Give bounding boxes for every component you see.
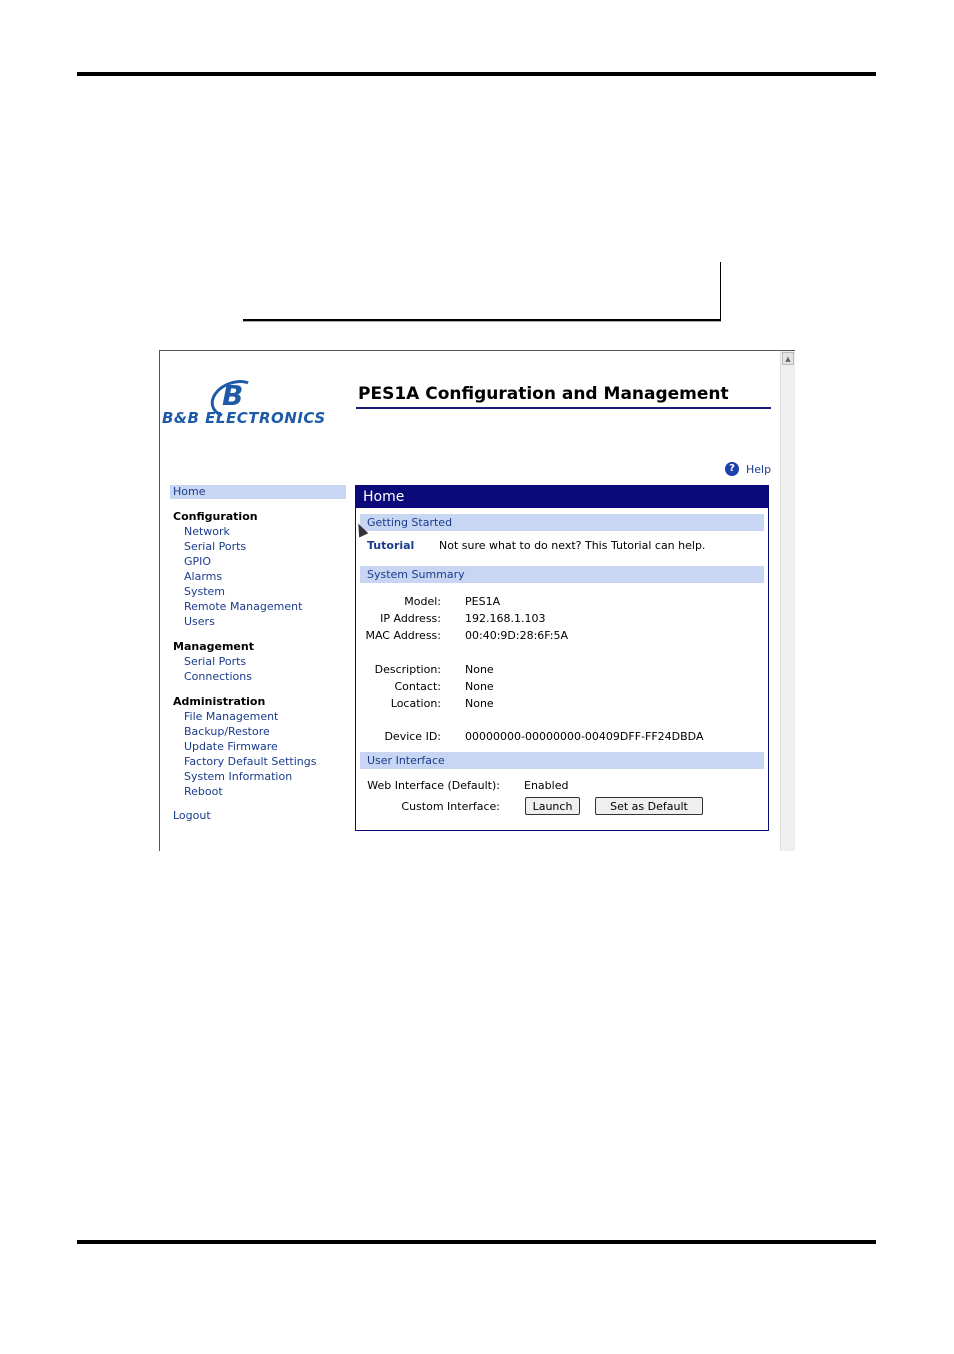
sidebar-nav bbox=[170, 485, 346, 823]
logo-letter: B bbox=[222, 379, 244, 412]
ip-label: IP Address: bbox=[380, 612, 441, 625]
nav-heading-management: Management bbox=[173, 640, 254, 653]
summary-row-contact bbox=[356, 678, 768, 695]
company-logo bbox=[162, 379, 358, 429]
model-value: PES1A bbox=[465, 595, 501, 608]
page-title: PES1A Configuration and Management bbox=[358, 384, 729, 404]
bottom-rule bbox=[77, 1240, 876, 1244]
nav-item-logout[interactable]: Logout bbox=[173, 809, 211, 822]
nav-item-serial-ports-config[interactable]: Serial Ports bbox=[184, 540, 247, 553]
web-interface-label: Web Interface (Default): bbox=[367, 779, 500, 792]
nav-item-users[interactable]: Users bbox=[184, 615, 215, 628]
mac-value: 00:40:9D:28:6F:5A bbox=[465, 629, 568, 642]
contact-value: None bbox=[465, 680, 494, 693]
summary-row-mac bbox=[356, 627, 768, 644]
device-id-label: Device ID: bbox=[384, 730, 441, 743]
nav-item-alarms[interactable]: Alarms bbox=[184, 570, 223, 583]
nav-item-remote-management[interactable]: Remote Management bbox=[184, 600, 303, 613]
nav-item-file-management[interactable]: File Management bbox=[184, 710, 279, 723]
custom-interface-row bbox=[356, 796, 768, 817]
summary-row-model bbox=[356, 593, 768, 610]
nav-item-system-information[interactable]: System Information bbox=[184, 770, 293, 783]
nav-item-backup-restore[interactable]: Backup/Restore bbox=[184, 725, 270, 738]
nav-item-update-firmware[interactable]: Update Firmware bbox=[184, 740, 278, 753]
title-underline bbox=[356, 407, 771, 409]
set-as-default-button[interactable]: Set as Default bbox=[595, 797, 703, 815]
web-interface-row bbox=[356, 775, 768, 796]
logo-text: B&B ELECTRONICS bbox=[162, 409, 326, 427]
top-rule bbox=[77, 72, 876, 76]
summary-row-description bbox=[356, 661, 768, 678]
browser-screenshot bbox=[159, 350, 795, 851]
nav-item-reboot[interactable]: Reboot bbox=[184, 785, 223, 798]
nav-group-administration bbox=[170, 694, 346, 799]
scroll-up-arrow-icon[interactable]: ▲ bbox=[782, 352, 794, 365]
section-user-interface: User Interface bbox=[360, 752, 764, 769]
tutorial-description: Not sure what to do next? This Tutorial can help. bbox=[439, 539, 706, 552]
launch-button[interactable]: Launch bbox=[525, 797, 580, 815]
summary-row-location bbox=[356, 695, 768, 712]
location-label: Location: bbox=[390, 697, 441, 710]
bracket-horizontal-line bbox=[243, 319, 721, 322]
help-question-icon: ? bbox=[725, 462, 739, 476]
nav-group-configuration bbox=[170, 509, 346, 629]
nav-heading-configuration: Configuration bbox=[173, 510, 258, 523]
ip-value: 192.168.1.103 bbox=[465, 612, 546, 625]
location-value: None bbox=[465, 697, 494, 710]
nav-item-system[interactable]: System bbox=[184, 585, 226, 598]
vertical-scrollbar[interactable] bbox=[780, 351, 795, 851]
summary-row-ip bbox=[356, 610, 768, 627]
bracket-vertical-line bbox=[720, 262, 721, 320]
help-label: Help bbox=[746, 462, 772, 476]
home-panel bbox=[355, 485, 769, 831]
nav-item-factory-default[interactable]: Factory Default Settings bbox=[184, 755, 317, 768]
summary-row-device-id bbox=[356, 728, 768, 745]
nav-heading-administration: Administration bbox=[173, 695, 266, 708]
device-id-value: 00000000-00000000-00409DFF-FF24DBDA bbox=[465, 730, 704, 743]
nav-group-management bbox=[170, 639, 346, 684]
description-value: None bbox=[465, 663, 494, 676]
nav-item-network[interactable]: Network bbox=[184, 525, 230, 538]
contact-label: Contact: bbox=[394, 680, 441, 693]
getting-started-row bbox=[356, 539, 768, 552]
tutorial-link[interactable]: Tutorial bbox=[367, 539, 415, 552]
custom-interface-label: Custom Interface: bbox=[401, 800, 500, 813]
help-link[interactable] bbox=[725, 462, 771, 476]
description-label: Description: bbox=[374, 663, 441, 676]
mac-label: MAC Address: bbox=[365, 629, 441, 642]
nav-item-serial-ports-mgmt[interactable]: Serial Ports bbox=[184, 655, 247, 668]
section-getting-started: Getting Started bbox=[360, 514, 764, 531]
web-interface-value: Enabled bbox=[524, 779, 569, 792]
model-label: Model: bbox=[404, 595, 441, 608]
nav-item-home[interactable]: Home bbox=[170, 485, 346, 499]
section-system-summary: System Summary bbox=[360, 566, 764, 583]
panel-header: Home bbox=[356, 486, 768, 508]
nav-item-connections[interactable]: Connections bbox=[184, 670, 252, 683]
nav-item-gpio[interactable]: GPIO bbox=[184, 555, 212, 568]
